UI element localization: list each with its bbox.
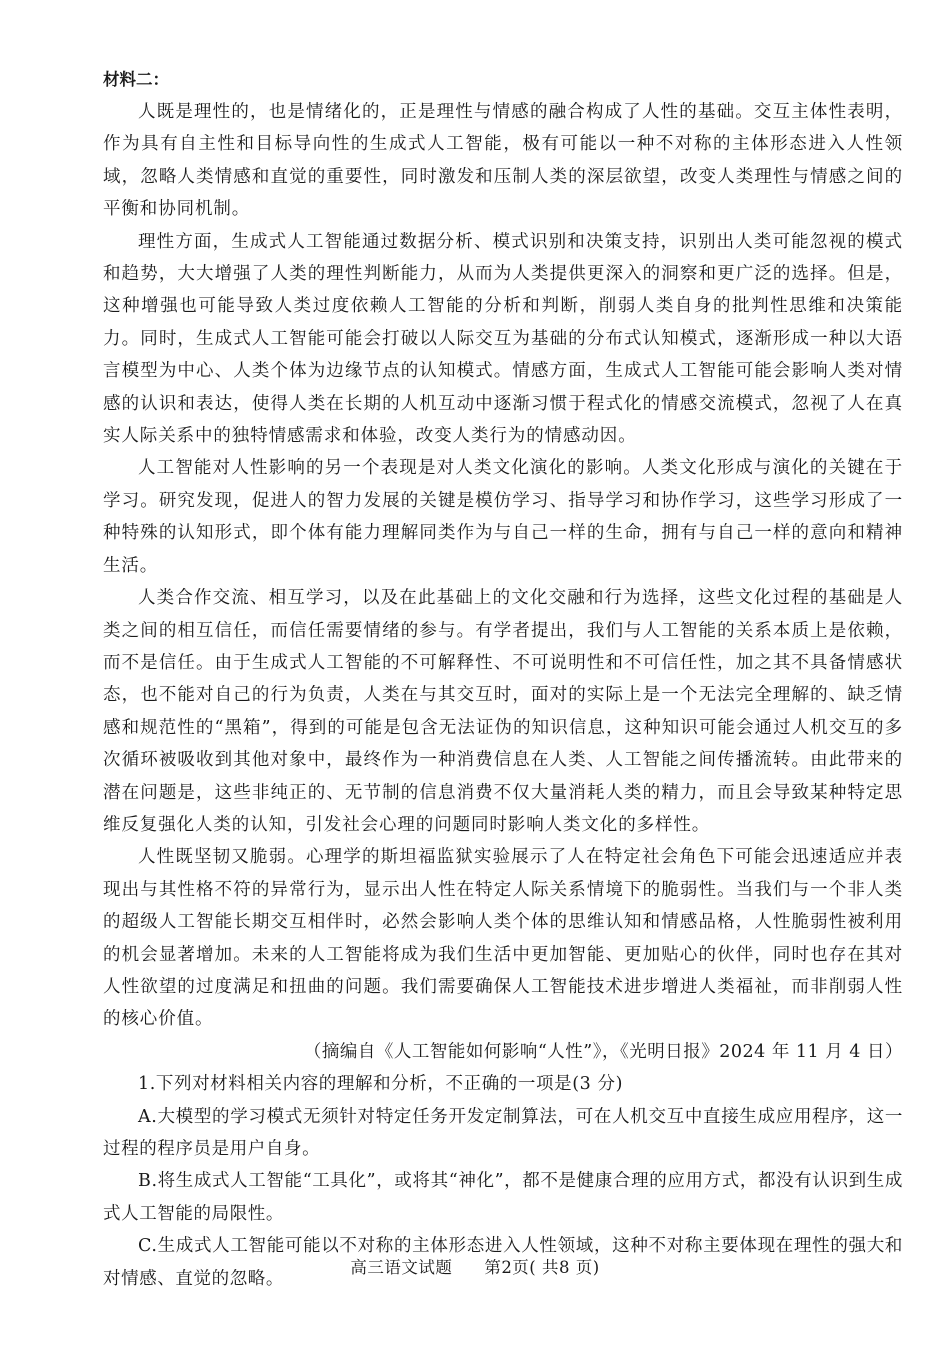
material-source-citation: （摘编自《人工智能如何影响“人性”》，《光明日报》2024 年 11 月 4 日） [303, 1041, 903, 1062]
footer-exam-title: 高三语文试题 [350, 1258, 453, 1277]
material-heading: 材料二： [103, 70, 169, 89]
material-paragraph-3: 人工智能对人性影响的另一个表现是对人类文化演化的影响。人类文化形成与演化的关键在于学习。研究发现，促进人的智力发展的关键是模仿学习、指导学习和协作学习，这些学习形成了一种特殊的认知形式，即个体有能力理解同类作为与自己一样的生命，拥有与自己一样的意向和精神生活。 [103, 458, 903, 576]
page-footer [0, 1256, 950, 1280]
footer-page-number: 第2页( 共8 页) [484, 1258, 600, 1277]
question-option-c: C.生成式人工智能可能以不对称的主体形态进入人性领域，这种不对称主要体现在理性的强大和对情感、直觉的忽略。 [103, 1236, 903, 1289]
material-paragraph-1: 人既是理性的，也是情绪化的，正是理性与情感的融合构成了人性的基础。交互主体性表明，作为具有自主性和目标导向性的生成式人工智能，极有可能以一种不对称的主体形态进入人性领域，忽略人类情感和直觉的重要性，同时激发和压制人类的深层欲望，改变人类理性与情感之间的平衡和协同机制。 [103, 102, 903, 220]
question-stem: 1.下列对材料相关内容的理解和分析，不正确的一项是(3 分) [138, 1074, 624, 1095]
question-option-b: B.将生成式人工智能“工具化”，或将其“神化”，都不是健康合理的应用方式，都没有认识到生成式人工智能的局限性。 [103, 1171, 903, 1224]
question-option-a: A.大模型的学习模式无须针对特定任务开发定制算法，可在人机交互中直接生成应用程序，这一过程的程序员是用户自身。 [103, 1106, 903, 1159]
material-paragraph-5: 人性既坚韧又脆弱。心理学的斯坦福监狱实验展示了人在特定社会角色下可能会迅速适应并表现出与其性格不符的异常行为，显示出人性在特定人际关系情境下的脆弱性。当我们与一个非人类的超级人工智能长期交互相伴时，必然会影响人类个体的思维认知和情感品格，人性脆弱性被利用的机会显著增加。未来的人工智能将成为我们生活中更加智能、更加贴心的伙伴，同时也存在其对人性欲望的过度满足和扭曲的问题。我们需要确保人工智能技术进步增进人类福祉，而非削弱人性的核心价值。 [103, 847, 903, 1030]
exam-page-body [103, 64, 903, 1295]
material-paragraph-4: 人类合作交流、相互学习，以及在此基础上的文化交融和行为选择，这些文化过程的基础是人类之间的相互信任，而信任需要情绪的参与。有学者提出，我们与人工智能的关系本质上是依赖，而不是信任。由于生成式人工智能的不可解释性、不可说明性和不可信任性，加之其不具备情感状态，也不能对自己的行为负责，人类在与其交互时，面对的实际上是一个无法完全理解的、缺乏情感和规范性的“黑箱”，得到的可能是包含无法证伪的知识信息，这种知识可能会通过人机交互的多次循环被吸收到其他对象中，最终作为一种消费信息在人类、人工智能之间传播流转。由此带来的潜在问题是，这些非纯正的、无节制的信息消费不仅大量消耗人类的精力，而且会导致某种特定思维反复强化人类的认知，引发社会心理的问题同时影响人类文化的多样性。 [103, 588, 903, 835]
material-paragraph-2: 理性方面，生成式人工智能通过数据分析、模式识别和决策支持，识别出人类可能忽视的模式和趋势，大大增强了人类的理性判断能力，从而为人类提供更深入的洞察和更广泛的选择。但是，这种增强也可能导致人类过度依赖人工智能的分析和判断，削弱人类自身的批判性思维和决策能力。同时，生成式人工智能可能会打破以人际交互为基础的分布式认知模式，逐渐形成一种以大语言模型为中心、人类个体为边缘节点的认知模式。情感方面，生成式人工智能可能会影响人类对情感的认识和表达，使得人类在长期的人机互动中逐渐习惯于程式化的情感交流模式，忽视了人在真实人际关系中的独特情感需求和体验，改变人类行为的情感动因。 [103, 231, 903, 447]
